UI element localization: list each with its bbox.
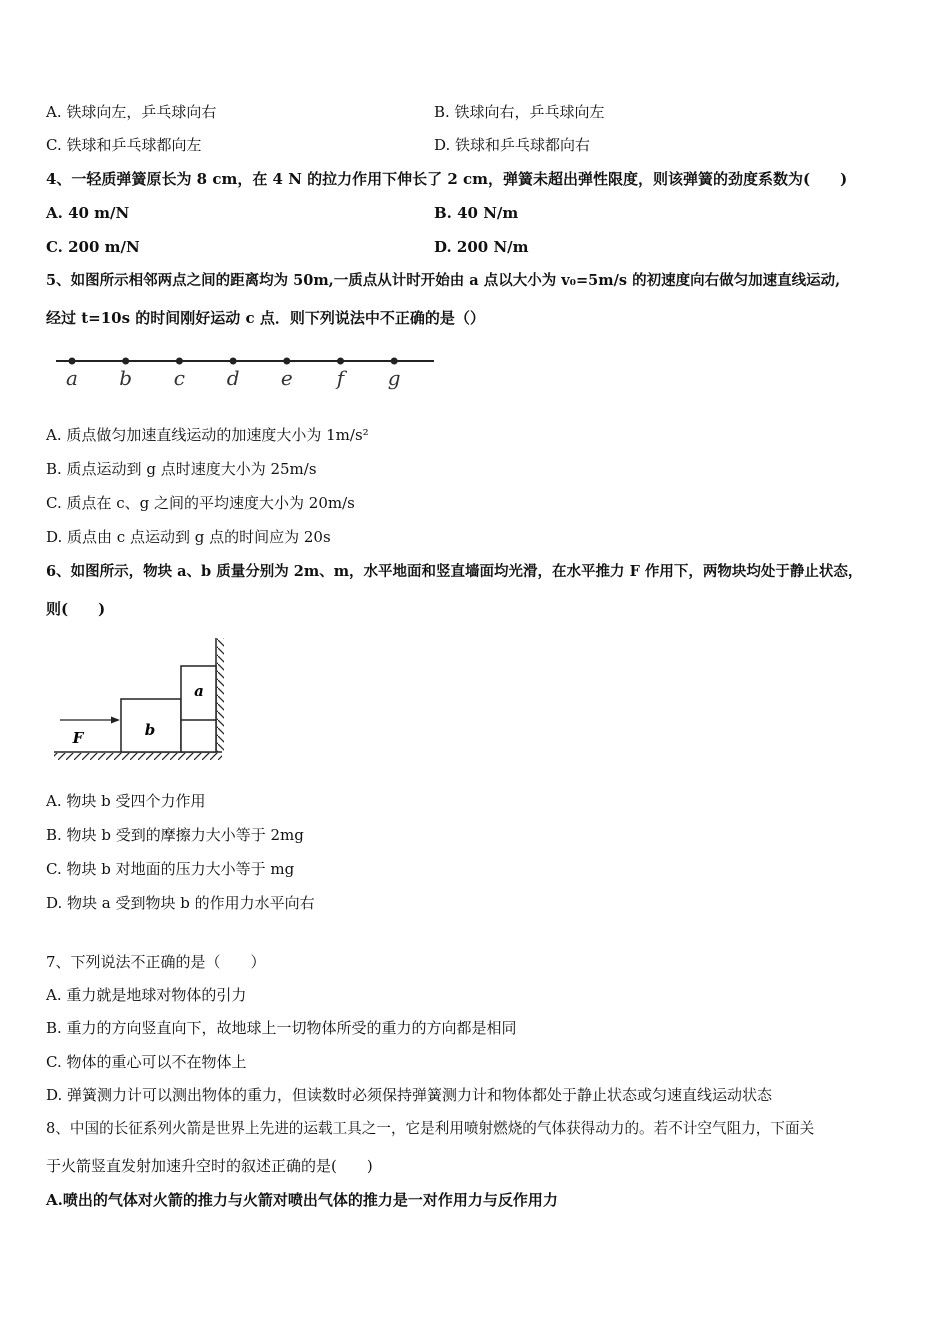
q3-option-c: C. 铁球和乒乓球都向左 [46, 136, 202, 154]
point-f-dot [337, 358, 344, 365]
q3-option-d: D. 铁球和乒乓球都向右 [434, 136, 591, 154]
block-a [181, 666, 216, 752]
q5-option-c: C. 质点在 c、g 之间的平均速度大小为 20m/s [46, 494, 355, 512]
q6-stem-line2: 则( ) [46, 600, 106, 618]
q8-option-a: A.喷出的气体对火箭的推力与火箭对喷出气体的推力是一对作用力与反作用力 [46, 1191, 558, 1209]
point-b-label: b [119, 366, 133, 390]
point-g-dot [391, 358, 398, 365]
q4-option-b: B. 40 N/m [434, 204, 519, 222]
point-c-label: c [173, 366, 186, 390]
q7-option-a: A. 重力就是地球对物体的引力 [46, 986, 247, 1004]
ground-hatch [54, 753, 222, 760]
q5-stem-line1: 5、如图所示相邻两点之间的距离均为 50m,一质点从计时开始由 a 点以大小为 v₀=5m/s 的初速度向右做匀加速直线运动, [46, 272, 841, 289]
q5-stem-line2: 经过 t=10s 的时间刚好运动 c 点．则下列说法中不正确的是（） [46, 309, 485, 327]
force-arrow-head [111, 717, 120, 724]
wall-hatch [217, 638, 224, 752]
q7-option-d: D. 弹簧测力计可以测出物体的重力，但读数时必须保持弹簧测力计和物体都处于静止状态或匀速直线运动状态 [46, 1086, 773, 1104]
q8-stem-line1: 8、中国的长征系列火箭是世界上先进的运载工具之一，它是利用喷射燃烧的气体获得动力的。若不计空气阻力，下面关 [46, 1120, 815, 1137]
q7-stem: 7、下列说法不正确的是（ ） [46, 953, 266, 971]
force-label: F [72, 729, 84, 747]
q3-option-b: B. 铁球向右，乒乓球向左 [434, 103, 605, 121]
point-c-dot [176, 358, 183, 365]
q5-number-line-diagram [50, 348, 440, 398]
q6-stem-line1: 6、如图所示，物块 a、b 质量分别为 2m、m，水平地面和竖直墙面均光滑，在水平推力 F 作用下，两物块均处于静止状态， [46, 563, 863, 580]
point-a-dot [69, 358, 76, 365]
q5-option-d: D. 质点由 c 点运动到 g 点的时间应为 20s [46, 528, 331, 546]
block-a-label: a [194, 682, 204, 700]
point-e-dot [283, 358, 290, 365]
q6-option-b: B. 物块 b 受到的摩擦力大小等于 2mg [46, 826, 304, 844]
point-e-label: e [280, 366, 293, 390]
point-a-label: a [66, 366, 78, 390]
q6-option-a: A. 物块 b 受四个力作用 [46, 792, 206, 810]
q6-option-d: D. 物块 a 受到物块 b 的作用力水平向右 [46, 894, 315, 912]
block-b-label: b [144, 721, 156, 739]
q3-option-a: A. 铁球向左，乒乓球向右 [46, 103, 217, 121]
point-d-label: d [226, 366, 240, 390]
q5-option-a: A. 质点做匀加速直线运动的加速度大小为 1m/s² [46, 426, 369, 444]
point-d-dot [230, 358, 237, 365]
q4-option-c: C. 200 m/N [46, 238, 140, 256]
q8-stem-line2: 于火箭竖直发射加速升空时的叙述正确的是( ) [46, 1157, 373, 1175]
q4-option-d: D. 200 N/m [434, 238, 529, 256]
q7-option-c: C. 物体的重心可以不在物体上 [46, 1053, 247, 1071]
q6-option-c: C. 物块 b 对地面的压力大小等于 mg [46, 860, 295, 878]
q6-blocks-diagram [50, 632, 240, 767]
point-f-label: f [336, 366, 345, 390]
point-g-label: g [387, 366, 401, 390]
q4-option-a: A. 40 m/N [46, 204, 130, 222]
q7-option-b: B. 重力的方向竖直向下，故地球上一切物体所受的重力的方向都是相同 [46, 1019, 517, 1037]
point-b-dot [122, 358, 129, 365]
q4-stem: 4、一轻质弹簧原长为 8 cm，在 4 N 的拉力作用下伸长了 2 cm，弹簧未超出弹性限度，则该弹簧的劲度系数为( ) [46, 170, 848, 188]
q5-option-b: B. 质点运动到 g 点时速度大小为 25m/s [46, 460, 317, 478]
